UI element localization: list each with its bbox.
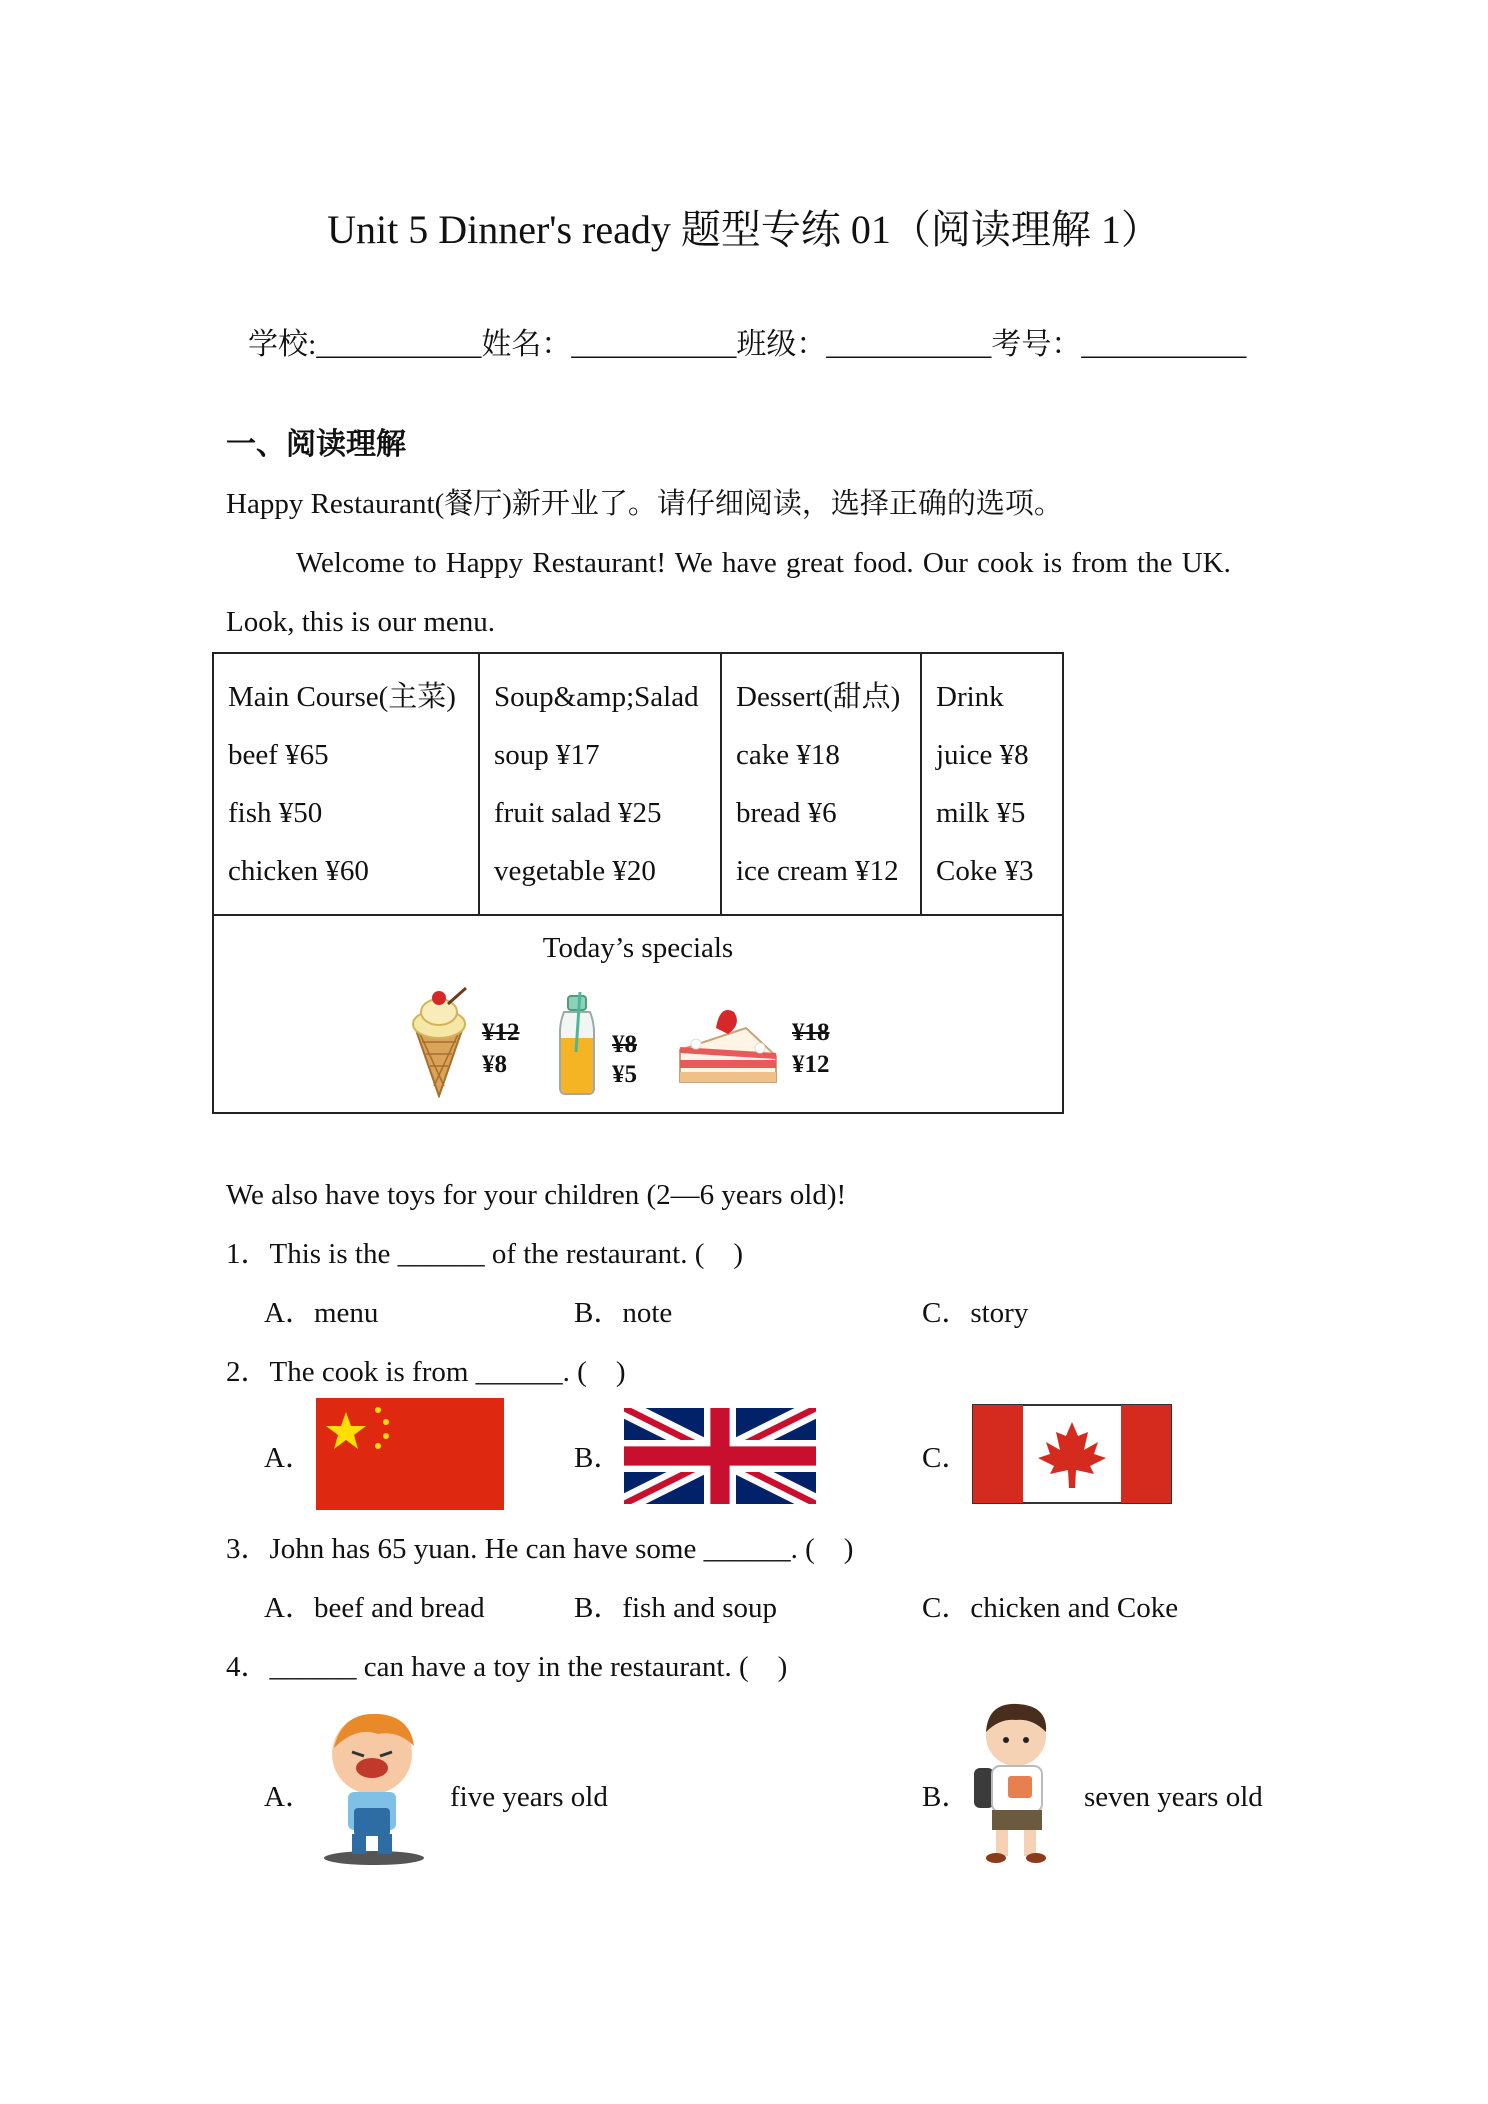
q1-option-b[interactable]: B．note (574, 1297, 673, 1329)
toys-text: We also have toys for your children (2—6 years old)! (226, 1179, 847, 1211)
special-new-price: ¥12 (792, 1051, 830, 1078)
special-old-price: ¥12 (482, 1019, 520, 1046)
special-old-price: ¥8 (612, 1031, 637, 1058)
menu-header: Soup&amp;Salad (494, 681, 699, 713)
special-new-price: ¥5 (612, 1061, 637, 1088)
cake-slice-icon (676, 998, 780, 1090)
menu-item: fruit salad ¥25 (494, 797, 662, 829)
menu-column-soup (479, 653, 721, 915)
question-3: 3．John has 65 yuan. He can have some ______. ( ) (226, 1533, 854, 1565)
q1-option-a[interactable]: A．menu (264, 1297, 379, 1329)
q2-option-a[interactable]: A． (264, 1442, 314, 1474)
q4-option-a[interactable]: A． (264, 1781, 314, 1813)
menu-table (212, 652, 1064, 1114)
menu-item: soup ¥17 (494, 739, 600, 771)
menu-item: beef ¥65 (228, 739, 329, 771)
menu-item: vegetable ¥20 (494, 855, 656, 887)
passage-line-2: Look, this is our menu. (226, 606, 496, 638)
special-new-price: ¥8 (482, 1051, 507, 1078)
q2-option-b[interactable]: B． (574, 1442, 623, 1474)
passage-line-1: Welcome to Happy Restaurant! We have great food. Our cook is from the UK. (296, 547, 1231, 579)
q4-caption-b: seven years old (1084, 1781, 1263, 1813)
canada-flag-icon (972, 1404, 1172, 1504)
section-heading: 一、阅读理解 (226, 428, 406, 461)
q3-option-c[interactable]: C．chicken and Coke (922, 1592, 1179, 1624)
menu-item: juice ¥8 (936, 739, 1029, 771)
menu-item: cake ¥18 (736, 739, 840, 771)
juice-bottle-icon (554, 992, 600, 1096)
q4-option-b[interactable]: B． (922, 1781, 971, 1813)
menu-header: Main Course(主菜) (228, 681, 456, 713)
special-old-price: ¥18 (792, 1019, 830, 1046)
question-4: 4．______ can have a toy in the restaurant. ( ) (226, 1651, 788, 1683)
q3-option-a[interactable]: A．beef and bread (264, 1592, 485, 1624)
menu-item: fish ¥50 (228, 797, 323, 829)
uk-flag-icon (624, 1408, 816, 1504)
menu-column-dessert (721, 653, 921, 915)
question-2: 2．The cook is from ______. ( ) (226, 1356, 626, 1388)
ice-cream-icon (404, 986, 474, 1098)
walking-boy-icon (960, 1696, 1068, 1866)
intro-text: Happy Restaurant(餐厅)新开业了。请仔细阅读，选择正确的选项。 (226, 488, 1063, 520)
q1-option-c[interactable]: C．story (922, 1297, 1029, 1329)
q4-caption-a: five years old (450, 1781, 608, 1813)
menu-column-main (213, 653, 479, 915)
menu-item: chicken ¥60 (228, 855, 369, 887)
china-flag-icon (316, 1398, 504, 1510)
q3-option-b[interactable]: B．fish and soup (574, 1592, 778, 1624)
question-1: 1．This is the ______ of the restaurant. ( ) (226, 1238, 744, 1270)
q2-option-c[interactable]: C． (922, 1442, 971, 1474)
menu-item: bread ¥6 (736, 797, 837, 829)
menu-header: Dessert(甜点) (736, 681, 901, 713)
menu-header: Drink (936, 681, 1004, 713)
specials-title: Today’s specials (542, 932, 734, 964)
menu-item: milk ¥5 (936, 797, 1026, 829)
page-title: Unit 5 Dinner's ready 题型专练 01（阅读理解 1） (327, 207, 1161, 252)
menu-column-drink (921, 653, 1063, 915)
student-info-line: 学校:___________姓名：___________班级：___________考号：___________ (248, 328, 1247, 361)
crying-boy-icon (312, 1708, 436, 1866)
specials-cell (213, 915, 1063, 1113)
menu-item: Coke ¥3 (936, 855, 1034, 887)
menu-item: ice cream ¥12 (736, 855, 899, 887)
